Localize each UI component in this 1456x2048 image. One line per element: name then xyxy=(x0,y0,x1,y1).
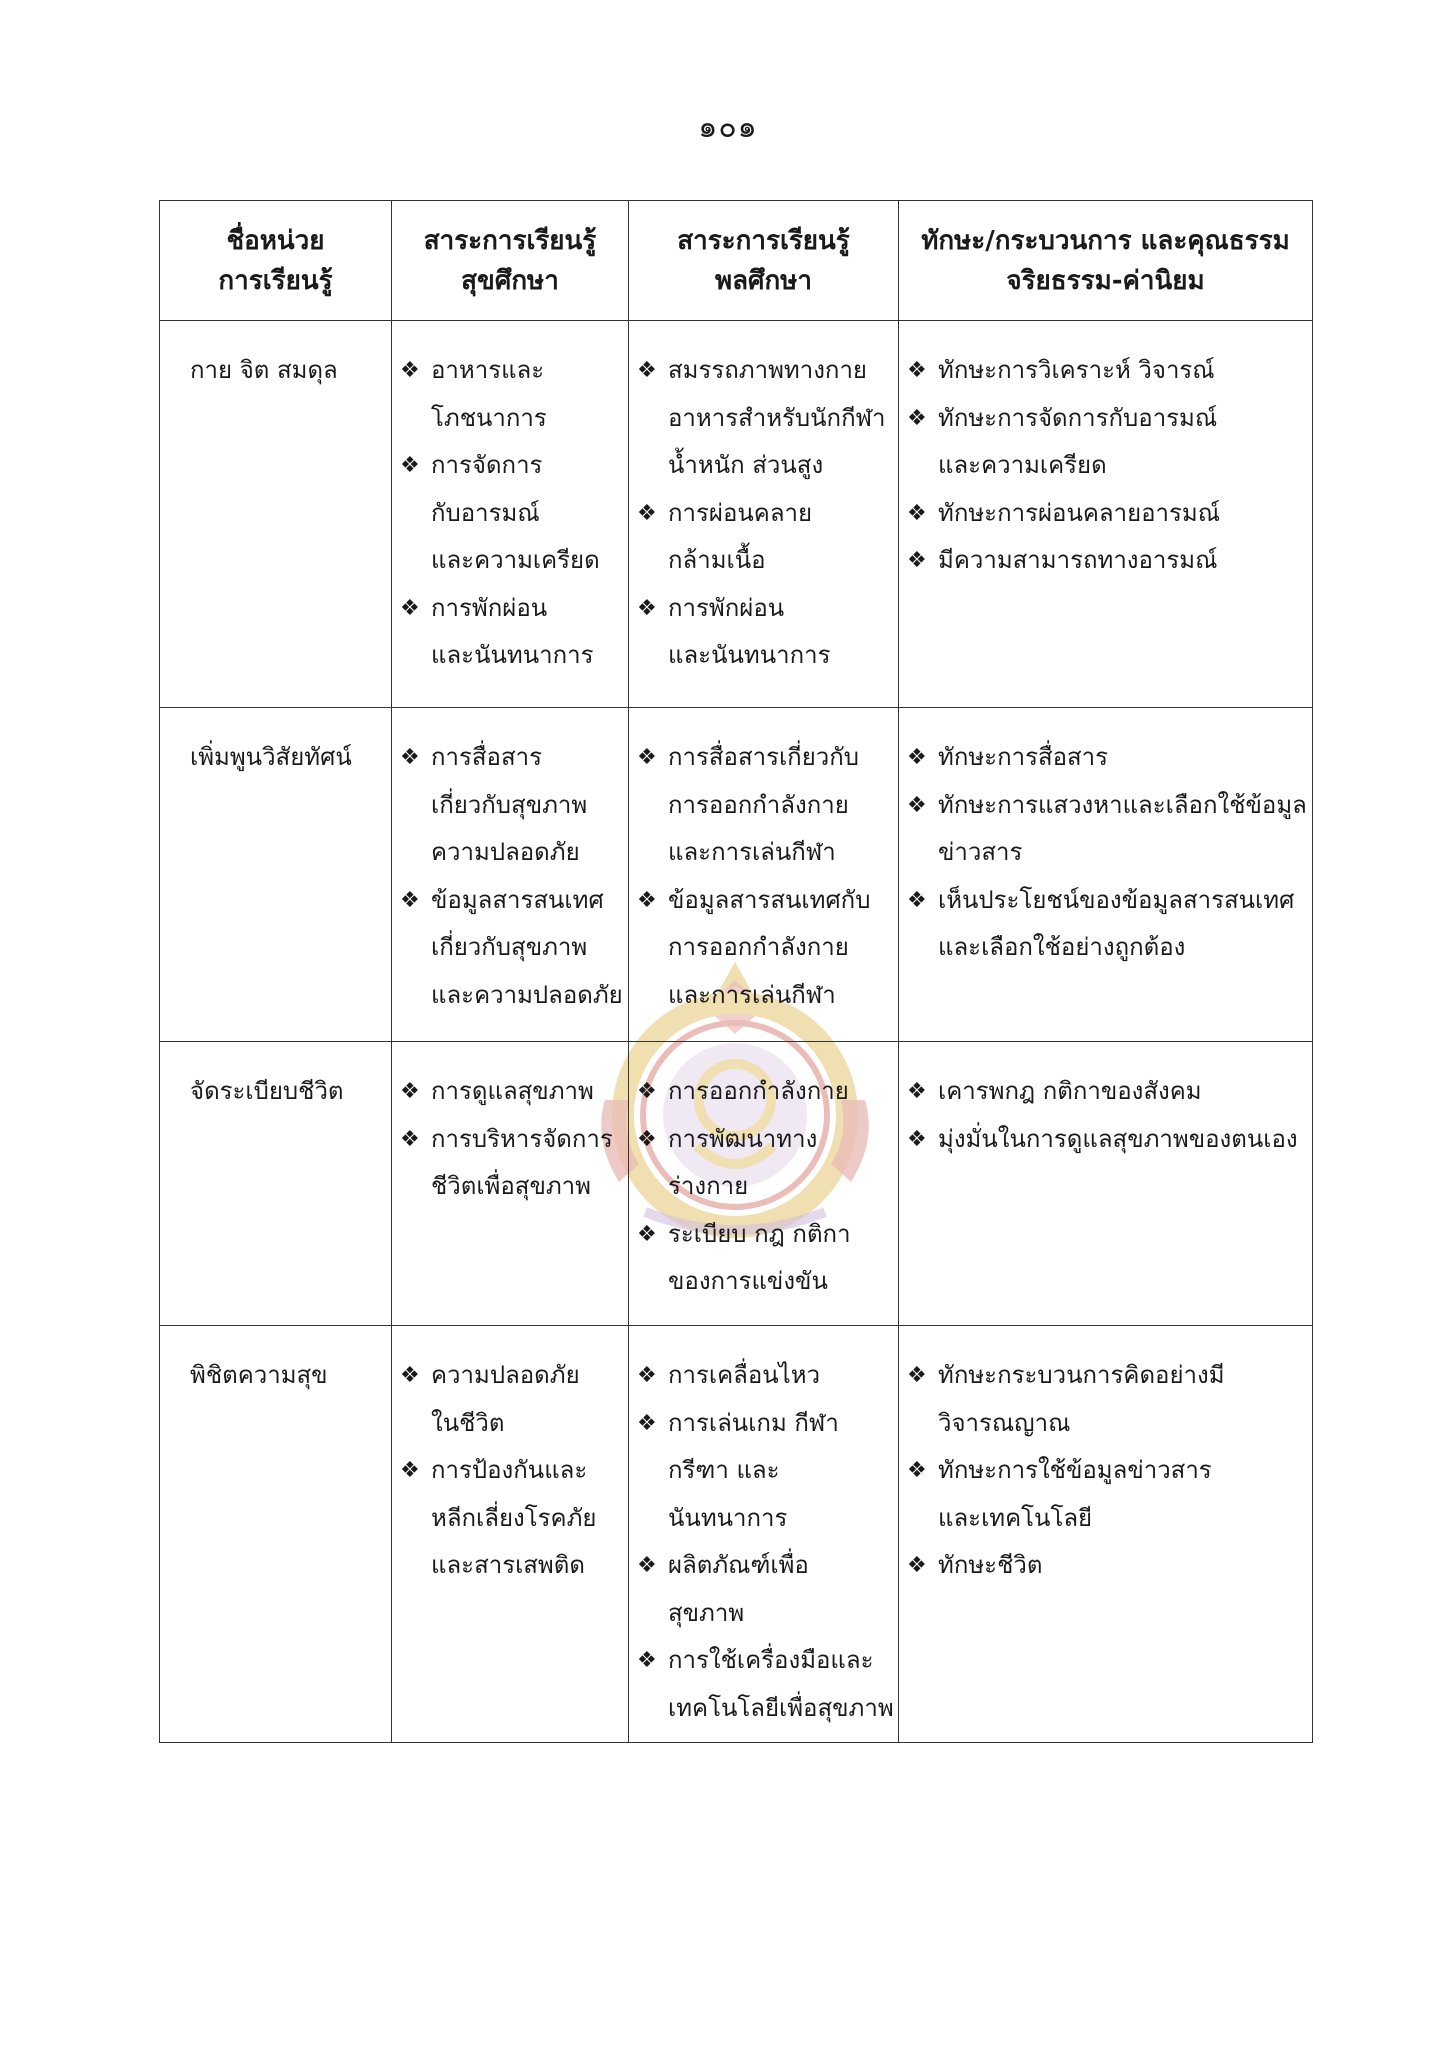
health-content-list xyxy=(400,347,624,680)
health-content-cell xyxy=(392,1042,629,1326)
list-item xyxy=(907,537,1308,585)
pe-content-cell xyxy=(629,321,899,708)
diamond-bullet-icon: ❖ xyxy=(907,358,927,383)
skills-values-list xyxy=(907,347,1308,585)
header-unit-name xyxy=(160,201,392,321)
list-item-text: เคารพกฎ กติกาของสังคม xyxy=(938,1077,1202,1105)
list-item xyxy=(907,1068,1308,1116)
header-health-content xyxy=(392,201,629,321)
list-item xyxy=(907,1116,1308,1164)
list-item xyxy=(637,734,894,877)
table-row xyxy=(160,321,1313,708)
header-skills-values xyxy=(899,201,1313,321)
list-item xyxy=(637,1542,894,1637)
header-health-content-label: สาระการเรียนรู้ สุขศึกษา xyxy=(423,225,597,296)
list-item xyxy=(637,877,894,1020)
skills-values-list xyxy=(907,1068,1308,1163)
list-item xyxy=(400,347,624,442)
pe-content-cell xyxy=(629,1042,899,1326)
diamond-bullet-icon: ❖ xyxy=(400,1079,420,1104)
skills-values-list xyxy=(907,1352,1308,1590)
pe-content-list xyxy=(637,734,894,1019)
diamond-bullet-icon: ❖ xyxy=(400,745,420,770)
header-skills-values-label: ทักษะ/กระบวนการ และคุณธรรม จริยธรรม-ค่านิยม xyxy=(921,225,1290,296)
list-item-text: ทักษะการแสวงหาและเลือกใช้ข้อมูล ข่าวสาร xyxy=(938,790,1307,866)
list-item-text: ทักษะชีวิต xyxy=(938,1551,1043,1579)
list-item-text: ทักษะกระบวนการคิดอย่างมี วิจารณญาณ xyxy=(938,1361,1225,1437)
diamond-bullet-icon: ❖ xyxy=(907,1126,927,1152)
list-item xyxy=(907,1447,1308,1542)
list-item-text: มุ่งมั่นในการดูแลสุขภาพของตนเอง xyxy=(938,1124,1298,1153)
list-item-text: ทักษะการสื่อสาร xyxy=(938,743,1109,771)
list-item-text: การผ่อนคลาย กล้ามเนื้อ xyxy=(668,498,813,574)
diamond-bullet-icon: ❖ xyxy=(637,595,657,621)
list-item-text: ข้อมูลสารสนเทศ เกี่ยวกับสุขภาพ และความปลอดภัย xyxy=(431,885,623,1009)
list-item xyxy=(907,490,1308,538)
list-item xyxy=(907,1352,1308,1447)
list-item-text: ทักษะการผ่อนคลายอารมณ์ xyxy=(938,498,1221,527)
diamond-bullet-icon: ❖ xyxy=(637,358,657,383)
list-item-text: ระเบียบ กฎ กติกา ของการแข่งขัน xyxy=(668,1219,851,1295)
list-item xyxy=(637,1400,894,1543)
header-pe-content xyxy=(629,201,899,321)
list-item xyxy=(907,782,1308,877)
health-content-list xyxy=(400,1068,624,1211)
list-item-text: การเคลื่อนไหว xyxy=(668,1361,821,1389)
skills-values-cell xyxy=(899,1042,1313,1326)
diamond-bullet-icon: ❖ xyxy=(400,1363,420,1388)
diamond-bullet-icon: ❖ xyxy=(907,1553,927,1578)
list-item-text: ความปลอดภัย ในชีวิต xyxy=(431,1361,580,1437)
pe-content-list xyxy=(637,347,894,680)
list-item xyxy=(400,734,624,877)
diamond-bullet-icon: ❖ xyxy=(400,1458,420,1483)
diamond-bullet-icon: ❖ xyxy=(637,887,657,913)
pe-content-list xyxy=(637,1352,894,1732)
list-item xyxy=(637,1068,894,1116)
list-item-text: การออกกำลังกาย xyxy=(668,1077,849,1105)
unit-name-cell: กาย จิต สมดุล xyxy=(160,321,392,708)
list-item-text: ข้อมูลสารสนเทศกับ การออกกำลังกาย และการเล่นกีฬา xyxy=(668,885,871,1009)
table-header-row xyxy=(160,201,1313,321)
diamond-bullet-icon: ❖ xyxy=(400,1126,420,1152)
list-item-text: การพักผ่อน และนันทนาการ xyxy=(668,593,831,669)
list-item xyxy=(400,1068,624,1116)
diamond-bullet-icon: ❖ xyxy=(637,1553,657,1578)
list-item xyxy=(907,347,1308,395)
diamond-bullet-icon: ❖ xyxy=(637,745,657,770)
list-item-text: การเล่นเกม กีฬา กรีฑา และนันทนาการ xyxy=(668,1408,839,1532)
list-item xyxy=(637,347,894,490)
list-item-text: การจัดการ กับอารมณ์ และความเครียด xyxy=(431,451,600,574)
list-item xyxy=(400,442,624,585)
list-item xyxy=(637,1637,894,1732)
diamond-bullet-icon: ❖ xyxy=(637,1221,657,1247)
list-item xyxy=(400,1352,624,1447)
unit-name-cell: เพิ่มพูนวิสัยทัศน์ xyxy=(160,708,392,1042)
list-item-text: สมรรถภาพทางกาย อาหารสำหรับนักกีฬา น้ำหนัก ส่วนสูง xyxy=(668,356,886,479)
skills-values-list xyxy=(907,734,1308,972)
list-item-text: ทักษะการวิเคราะห์ วิจารณ์ xyxy=(938,356,1215,384)
health-content-cell xyxy=(392,1326,629,1743)
list-item xyxy=(400,1447,624,1590)
list-item-text: เห็นประโยชน์ของข้อมูลสารสนเทศ และเลือกใช้อย่างถูกต้อง xyxy=(938,885,1295,961)
curriculum-table xyxy=(159,200,1313,1743)
list-item xyxy=(400,585,624,680)
diamond-bullet-icon: ❖ xyxy=(637,1648,657,1673)
skills-values-cell xyxy=(899,321,1313,708)
diamond-bullet-icon: ❖ xyxy=(400,453,420,478)
diamond-bullet-icon: ❖ xyxy=(400,358,420,383)
list-item xyxy=(400,1116,624,1211)
diamond-bullet-icon: ❖ xyxy=(907,745,927,770)
table-row xyxy=(160,1042,1313,1326)
list-item xyxy=(907,395,1308,490)
page-number: ๑๐๑ xyxy=(698,110,758,145)
list-item-text: การพัฒนาทาง ร่างกาย xyxy=(668,1124,818,1200)
list-item-text: การสื่อสารเกี่ยวกับ การออกกำลังกาย และการเล่นกีฬา xyxy=(668,743,860,866)
diamond-bullet-icon: ❖ xyxy=(907,792,927,818)
diamond-bullet-icon: ❖ xyxy=(637,1410,657,1436)
table-row xyxy=(160,708,1313,1042)
unit-name-cell: พิชิตความสุข xyxy=(160,1326,392,1743)
unit-name-cell: จัดระเบียบชีวิต xyxy=(160,1042,392,1326)
diamond-bullet-icon: ❖ xyxy=(907,1363,927,1388)
diamond-bullet-icon: ❖ xyxy=(637,1126,657,1152)
diamond-bullet-icon: ❖ xyxy=(907,500,927,526)
list-item xyxy=(637,1116,894,1211)
list-item-text: การดูแลสุขภาพ xyxy=(431,1077,594,1105)
list-item xyxy=(637,585,894,680)
pe-content-cell xyxy=(629,1326,899,1743)
health-content-list xyxy=(400,1352,624,1590)
list-item-text: การสื่อสาร เกี่ยวกับสุขภาพ ความปลอดภัย xyxy=(431,743,588,866)
diamond-bullet-icon: ❖ xyxy=(400,887,420,913)
diamond-bullet-icon: ❖ xyxy=(637,1079,657,1104)
list-item xyxy=(907,1542,1308,1590)
list-item xyxy=(907,734,1308,782)
diamond-bullet-icon: ❖ xyxy=(907,887,927,913)
health-content-list xyxy=(400,734,624,1019)
list-item-text: มีความสามารถทางอารมณ์ xyxy=(938,546,1218,574)
diamond-bullet-icon: ❖ xyxy=(637,1363,657,1388)
header-unit-name-label: ชื่อหน่วย การเรียนรู้ xyxy=(218,225,333,296)
table-row xyxy=(160,1326,1313,1743)
list-item-text: ผลิตภัณฑ์เพื่อ สุขภาพ xyxy=(668,1551,809,1627)
list-item-text: อาหารและ โภชนาการ xyxy=(431,356,547,432)
health-content-cell xyxy=(392,321,629,708)
pe-content-list xyxy=(637,1068,894,1306)
list-item-text: การบริหารจัดการ ชีวิตเพื่อสุขภาพ xyxy=(431,1124,613,1200)
list-item-text: ทักษะการใช้ข้อมูลข่าวสาร และเทคโนโลยี xyxy=(938,1456,1212,1532)
list-item xyxy=(400,877,624,1020)
list-item-text: ทักษะการจัดการกับอารมณ์ และความเครียด xyxy=(938,403,1218,479)
health-content-cell xyxy=(392,708,629,1042)
diamond-bullet-icon: ❖ xyxy=(400,595,420,621)
list-item-text: การใช้เครื่องมือและ เทคโนโลยีเพื่อสุขภาพ xyxy=(668,1646,894,1722)
pe-content-cell xyxy=(629,708,899,1042)
list-item xyxy=(637,490,894,585)
skills-values-cell xyxy=(899,708,1313,1042)
list-item-text: การพักผ่อน และนันทนาการ xyxy=(431,593,594,669)
diamond-bullet-icon: ❖ xyxy=(907,1458,927,1483)
list-item xyxy=(637,1352,894,1400)
diamond-bullet-icon: ❖ xyxy=(637,500,657,526)
diamond-bullet-icon: ❖ xyxy=(907,405,927,431)
diamond-bullet-icon: ❖ xyxy=(907,1079,927,1104)
list-item xyxy=(637,1211,894,1306)
header-pe-content-label: สาระการเรียนรู้ พลศึกษา xyxy=(677,225,850,296)
list-item xyxy=(907,877,1308,972)
diamond-bullet-icon: ❖ xyxy=(907,548,927,573)
skills-values-cell xyxy=(899,1326,1313,1743)
list-item-text: การป้องกันและ หลีกเลี่ยงโรคภัย และสารเสพติด xyxy=(431,1456,597,1579)
